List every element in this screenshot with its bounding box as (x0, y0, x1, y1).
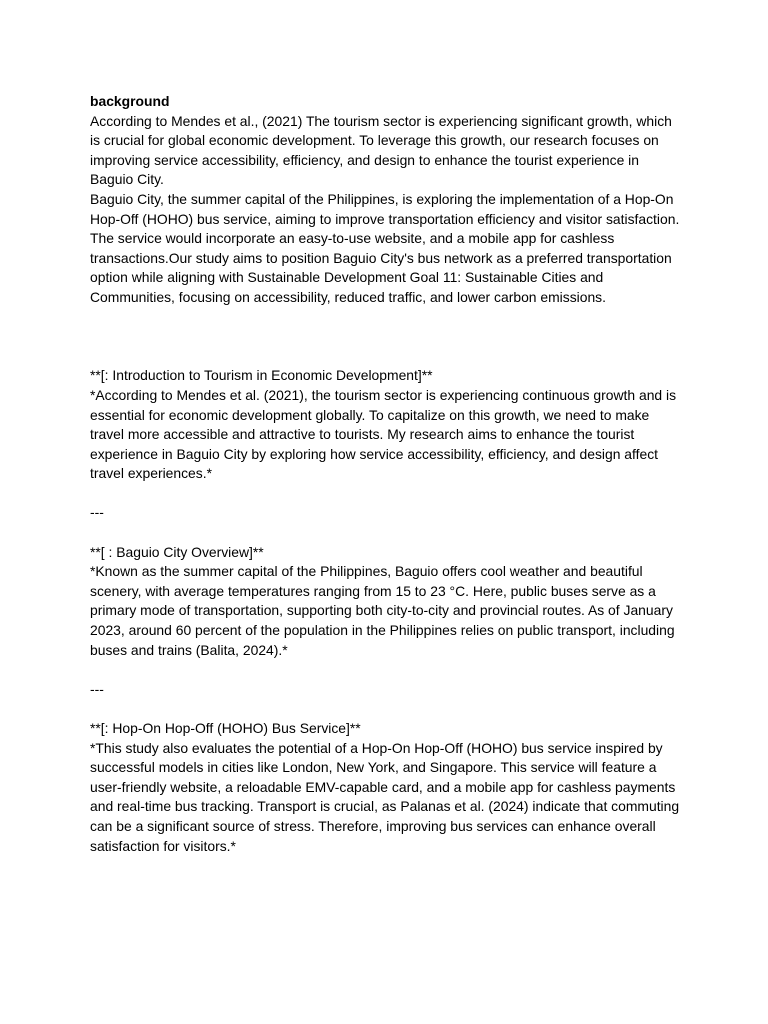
separator-1: --- (90, 504, 104, 521)
spacer (90, 660, 680, 680)
document-body (90, 92, 680, 856)
spacer (90, 523, 680, 543)
spacer (90, 484, 680, 504)
section-body-hoho: *This study also evaluates the potential of a Hop-On Hop-Off (HOHO) bus service inspired by successful models in cities like London, New York, and Singapore. This service will feature a user-friendly website, a reloadable EMV-capable card, and a mobile app for cashless payments and real-time bus tracking. Transport is crucial, as Palanas et al. (2024) indicate that commuting can be a significant source of stress. Therefore, improving bus services can enhance overall satisfaction for visitors.* (90, 739, 680, 854)
spacer (90, 308, 680, 367)
section-title-tourism: **[: Introduction to Tourism in Economic Development]** (90, 367, 433, 384)
separator-2: --- (90, 680, 104, 697)
section-title-hoho: **[: Hop-On Hop-Off (HOHO) Bus Service]** (90, 720, 361, 737)
section-body-tourism: *According to Mendes et al. (2021), the tourism sector is experiencing continuous growth and is essential for economic development globally. To capitalize on this growth, we need to make travel more accessible and attractive to tourists. My research aims to enhance the tourist experience in Baguio City by exploring how service accessibility, efficiency, and design affect travel experiences.* (90, 386, 677, 482)
section-heading-background: background (90, 93, 170, 109)
spacer (90, 699, 680, 719)
section-body-baguio: *Known as the summer capital of the Philippines, Baguio offers cool weather and beautiful scenery, with average temperatures ranging from 15 to 23 °C. Here, public buses serve as a primary mode of transportation, supporting both city-to-city and provincial routes. As of January 2023, around 60 percent of the population in the Philippines relies on public transport, including buses and trains (Balita, 2024).* (90, 563, 675, 658)
background-paragraph-1: According to Mendes et al., (2021) The tourism sector is experiencing significant growth, which is crucial for global economic development. To leverage this growth, our research focuses on improving service accessibility, efficiency, and design to enhance the tourist experience in Baguio City. (90, 112, 672, 188)
section-title-baguio: **[ : Baguio City Overview]** (90, 543, 264, 560)
background-paragraph-2: Baguio City, the summer capital of the Philippines, is exploring the implementation of a Hop-On Hop-Off (HOHO) bus service, aiming to improve transportation efficiency and visitor satisfaction. The service would incorporate an easy-to-use website, and a mobile app for cashless transactions.Our study aims to position Baguio City's bus network as a preferred transportation option while aligning with Sustainable Development Goal 11: Sustainable Cities and Communities, focusing on accessibility, reduced traffic, and lower carbon emissions. (90, 190, 680, 305)
